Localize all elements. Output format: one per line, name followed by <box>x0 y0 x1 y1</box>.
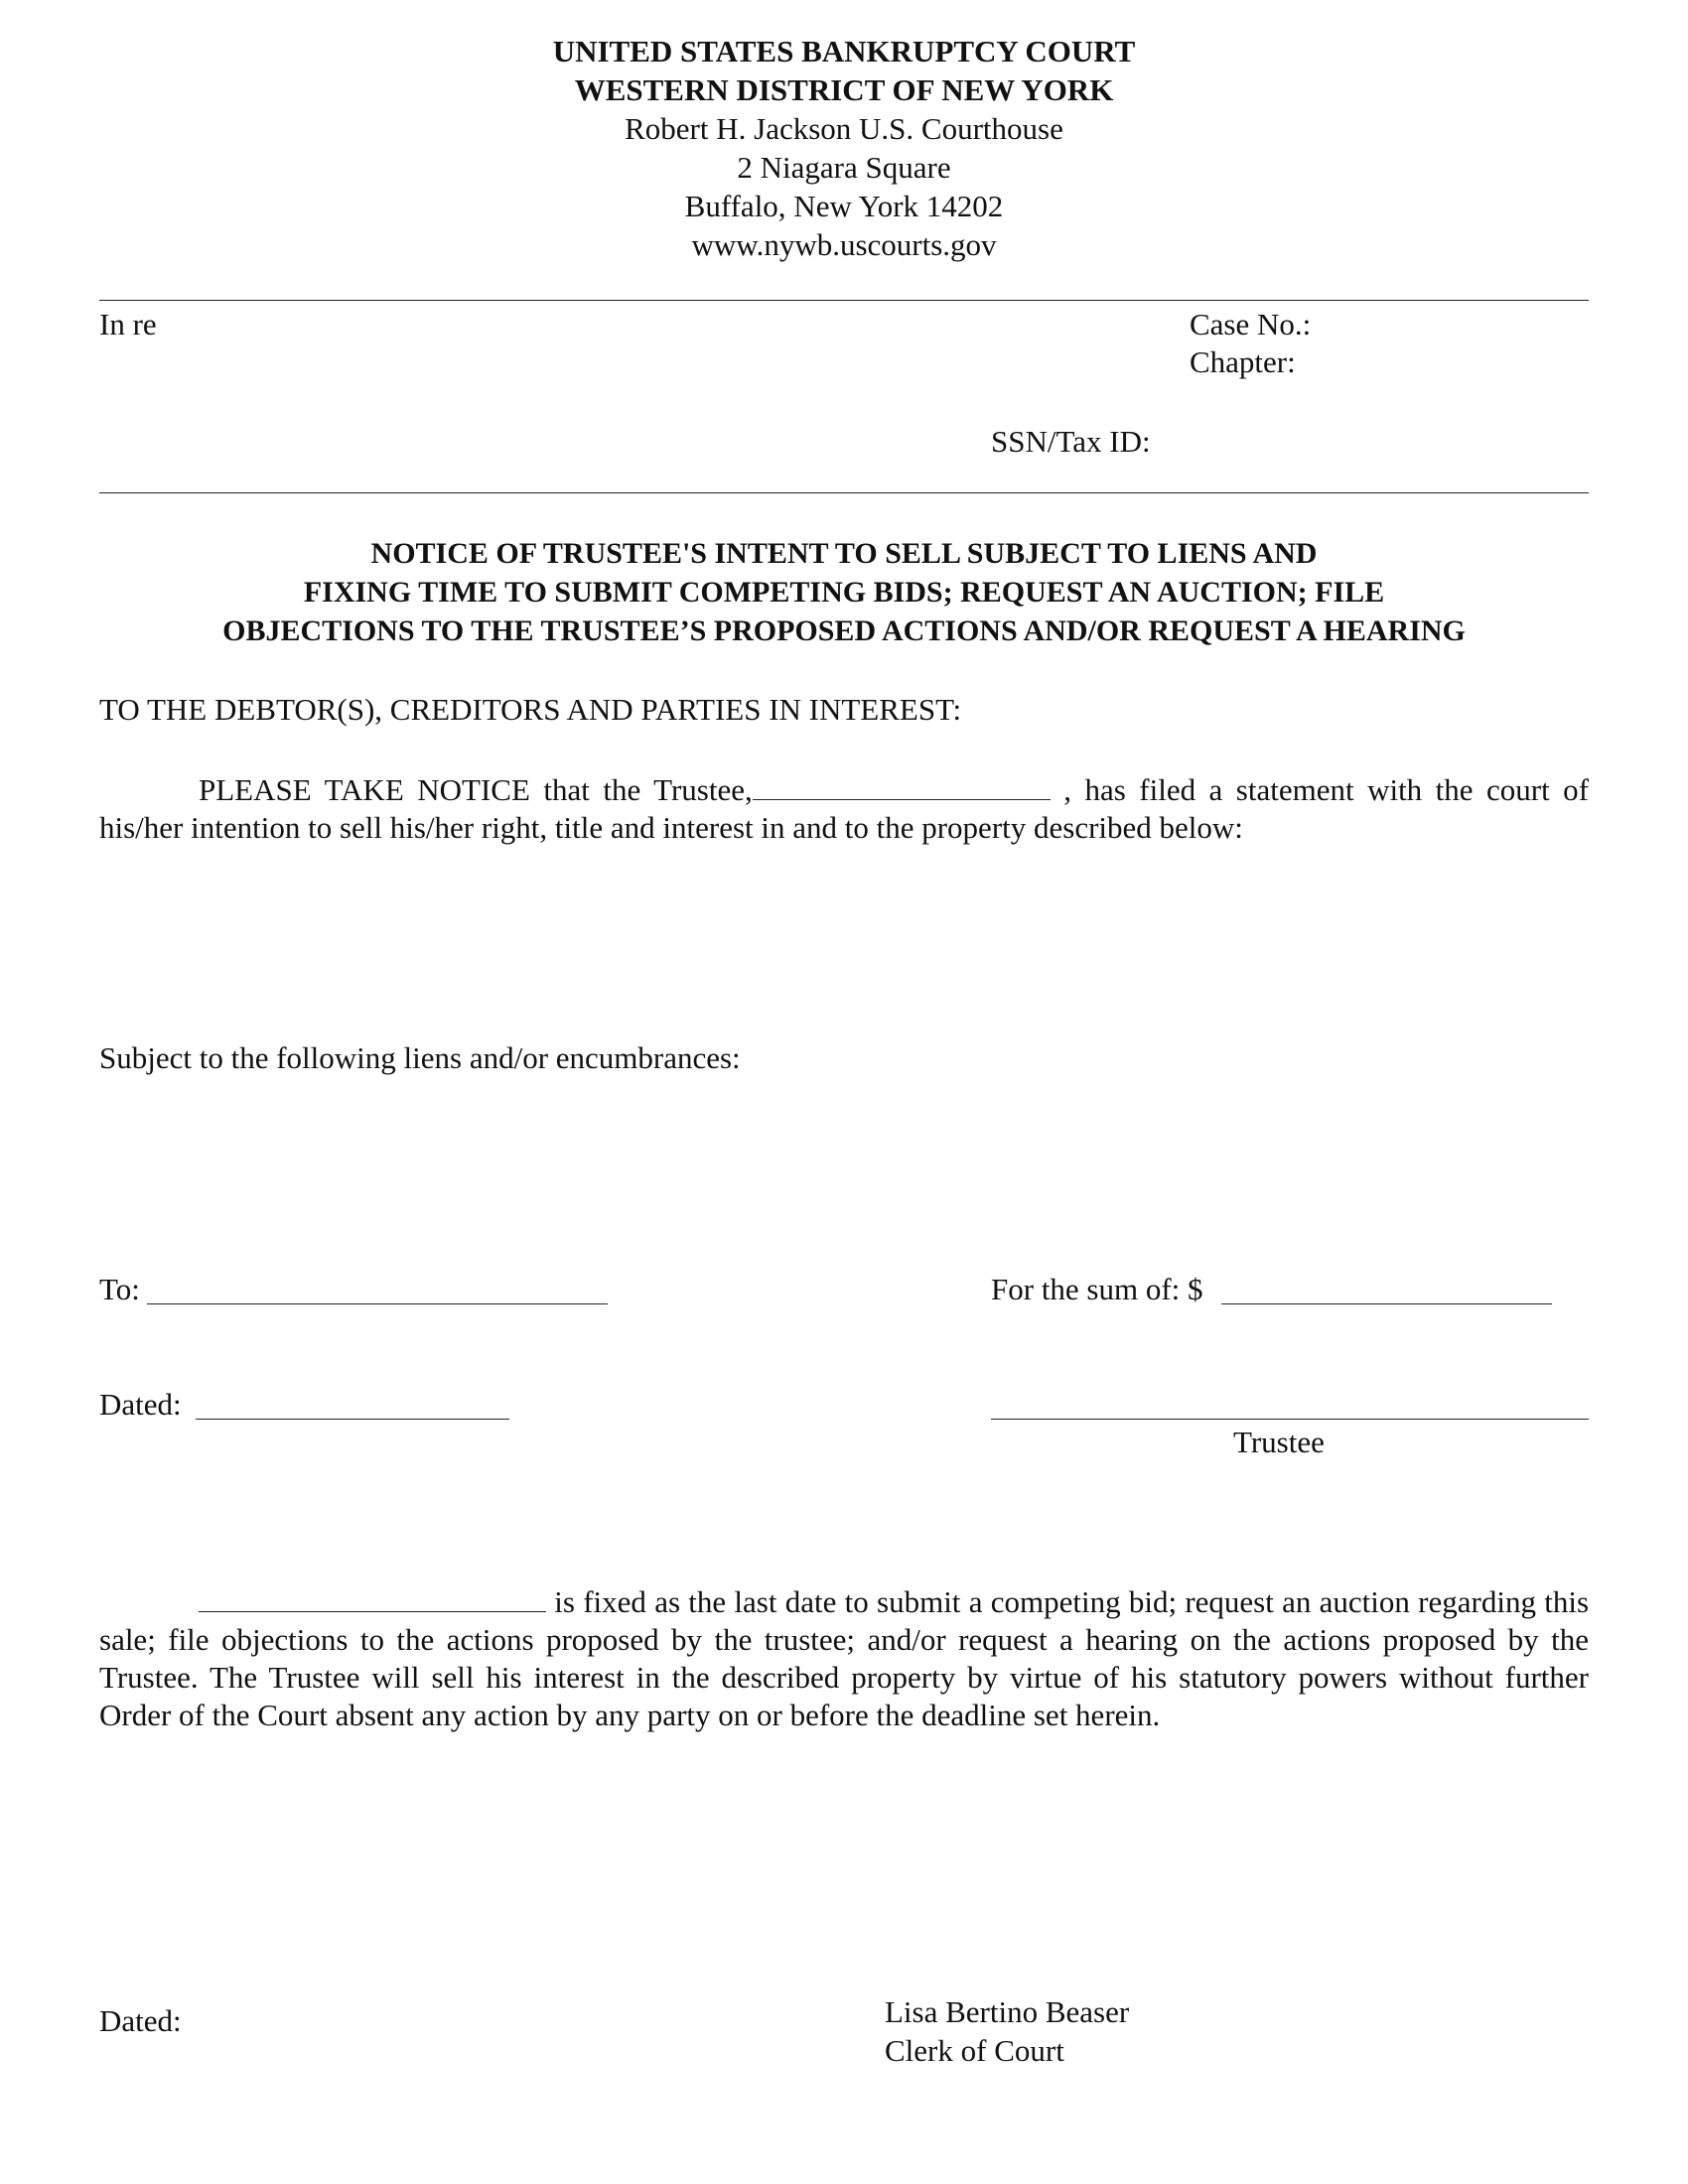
case-no-label: Case No.: <box>1190 307 1312 341</box>
dated-label: Dated: <box>99 1387 182 1422</box>
court-building: Robert H. Jackson U.S. Courthouse <box>625 111 1063 146</box>
court-name: UNITED STATES BANKRUPTCY COURT <box>552 34 1136 68</box>
liens-label: Subject to the following liens and/or encumbrances: <box>99 1040 741 1075</box>
trustee-signature-line[interactable] <box>991 1419 1589 1420</box>
ssn-tax-id-label: SSN/Tax ID: <box>991 424 1151 459</box>
sum-label: For the sum of: $ <box>991 1272 1203 1306</box>
deadline-paragraph <box>99 1580 1589 1734</box>
clerk-title: Clerk of Court <box>885 2033 1064 2068</box>
footer-dated-label: Dated: <box>99 2003 182 2038</box>
in-re-label: In re <box>99 307 157 341</box>
court-city: Buffalo, New York 14202 <box>684 189 1004 223</box>
notice-title-line-1: NOTICE OF TRUSTEE'S INTENT TO SELL SUBJECT TO LIENS AND <box>370 537 1318 570</box>
sum-field[interactable] <box>1221 1303 1552 1304</box>
to-label: To: <box>99 1272 140 1306</box>
notice-text-pre: PLEASE TAKE NOTICE that the Trustee, <box>199 772 753 807</box>
addressee: TO THE DEBTOR(S), CREDITORS AND PARTIES IN INTEREST: <box>99 692 962 727</box>
dated-field[interactable] <box>196 1419 509 1420</box>
court-street: 2 Niagara Square <box>737 150 951 185</box>
court-district: WESTERN DISTRICT OF NEW YORK <box>574 72 1114 107</box>
deadline-date-field[interactable] <box>199 1580 546 1612</box>
notice-title-line-3: OBJECTIONS TO THE TRUSTEE’S PROPOSED ACTIONS AND/OR REQUEST A HEARING <box>222 614 1466 647</box>
trustee-label: Trustee <box>1233 1425 1325 1459</box>
caption-bottom-rule <box>99 492 1589 493</box>
notice-text-post: , has filed a statement with the court of his/her intention to sell his/her right, title and interest in and to the property described below: <box>99 772 1590 845</box>
chapter-label: Chapter: <box>1190 344 1296 379</box>
notice-title-line-2: FIXING TIME TO SUBMIT COMPETING BIDS; REQUEST AN AUCTION; FILE <box>303 576 1385 609</box>
trustee-name-field[interactable] <box>753 768 1051 800</box>
court-website[interactable]: www.nywb.uscourts.gov <box>691 227 997 262</box>
deadline-text: is fixed as the last date to submit a competing bid; request an auction regarding this sale; file objections to the actions proposed by the trustee; and/or request a hearing on the actions proposed by the Trustee. The Trustee will sell his interest in the described property by virtue of his statutory powers without further Order of the Court absent any action by any party on or before the deadline set herein. <box>99 1584 1590 1732</box>
clerk-name: Lisa Bertino Beaser <box>885 1994 1130 2029</box>
caption-top-rule <box>99 300 1589 301</box>
to-field[interactable] <box>147 1303 608 1304</box>
notice-paragraph <box>99 768 1589 847</box>
